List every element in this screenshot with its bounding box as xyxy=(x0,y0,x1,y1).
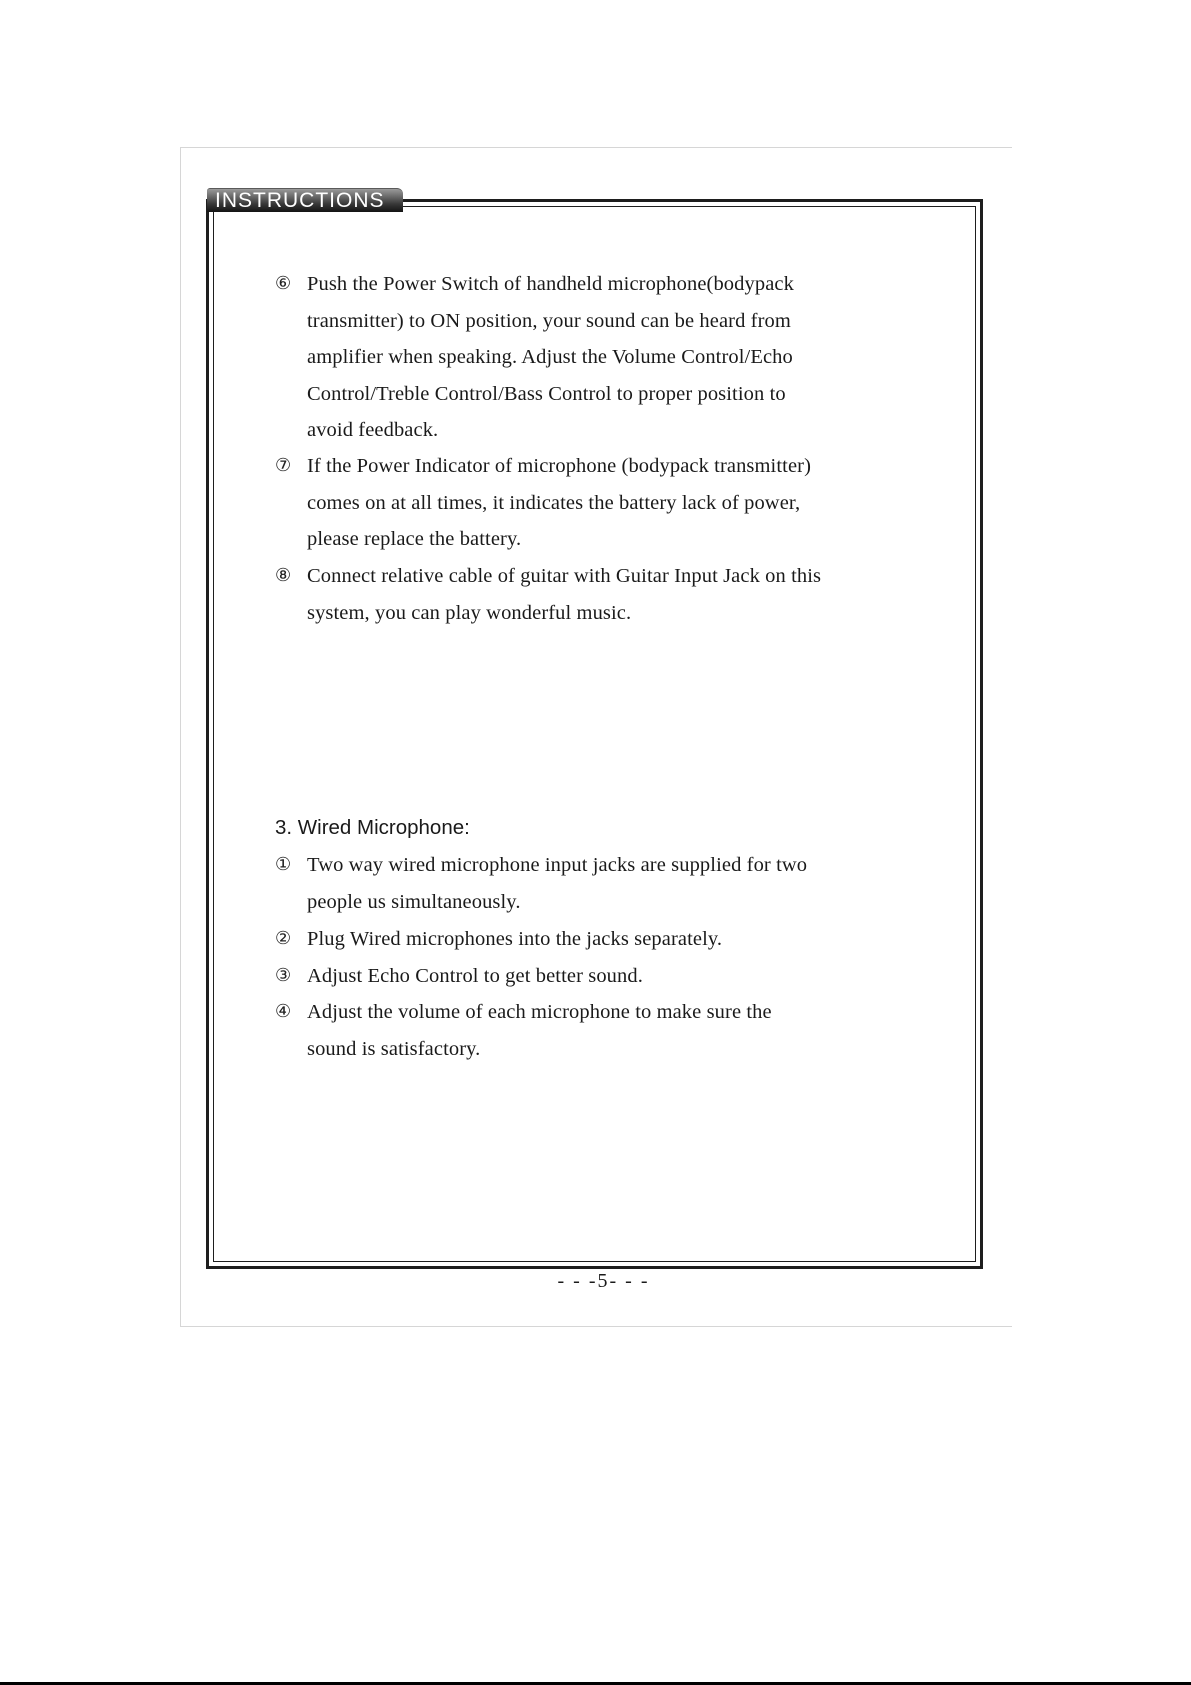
text-line: amplifier when speaking. Adjust the Volume Control/Echo xyxy=(307,346,793,368)
step-text xyxy=(307,958,895,995)
text-line: people us simultaneously. xyxy=(307,890,521,913)
step-3 xyxy=(275,958,895,995)
step-1 xyxy=(275,847,895,920)
text-line: Connect relative cable of guitar with Guitar Input Jack on this xyxy=(307,565,822,587)
step-text xyxy=(307,558,895,631)
text-line: system, you can play wonderful music. xyxy=(307,601,632,624)
section-tab xyxy=(207,188,403,212)
text-line: sound is satisfactory. xyxy=(307,1037,481,1060)
step-number: ③ xyxy=(275,965,292,986)
text-line: Adjust Echo Control to get better sound. xyxy=(307,965,643,987)
step-text xyxy=(307,921,895,958)
page-number: - - -5- - - xyxy=(557,1270,650,1292)
step-8 xyxy=(275,558,895,631)
step-text xyxy=(307,994,895,1067)
text-line: Push the Power Switch of handheld microphone(bodypack xyxy=(307,273,794,295)
text-line: please replace the battery. xyxy=(307,528,522,550)
text-line: Two way wired microphone input jacks are supplied for two xyxy=(307,854,808,876)
text-line: Adjust the volume of each microphone to make sure the xyxy=(307,1001,772,1023)
section-tab-label: INSTRUCTIONS xyxy=(215,189,385,212)
step-text xyxy=(307,266,895,449)
text-line: Plug Wired microphones into the jacks separately. xyxy=(307,928,723,950)
text-line: comes on at all times, it indicates the battery lack of power, xyxy=(307,491,801,514)
section-heading: 3. Wired Microphone: xyxy=(275,816,470,839)
step-number: ④ xyxy=(275,1001,292,1022)
step-number: ⑧ xyxy=(275,565,292,586)
text-line: avoid feedback. xyxy=(307,419,439,441)
text-line: If the Power Indicator of microphone (bodypack transmitter) xyxy=(307,455,811,477)
step-7 xyxy=(275,448,895,558)
step-number: ② xyxy=(275,928,292,949)
step-6 xyxy=(275,266,895,449)
step-text xyxy=(307,448,895,558)
text-line: Control/Treble Control/Bass Control to proper position to xyxy=(307,382,786,405)
step-4 xyxy=(275,994,895,1067)
step-number: ① xyxy=(275,854,292,875)
step-text xyxy=(307,847,895,920)
step-2 xyxy=(275,921,895,958)
step-number: ⑦ xyxy=(275,455,292,476)
text-line: transmitter) to ON position, your sound can be heard from xyxy=(307,309,791,332)
step-number: ⑥ xyxy=(275,273,292,294)
